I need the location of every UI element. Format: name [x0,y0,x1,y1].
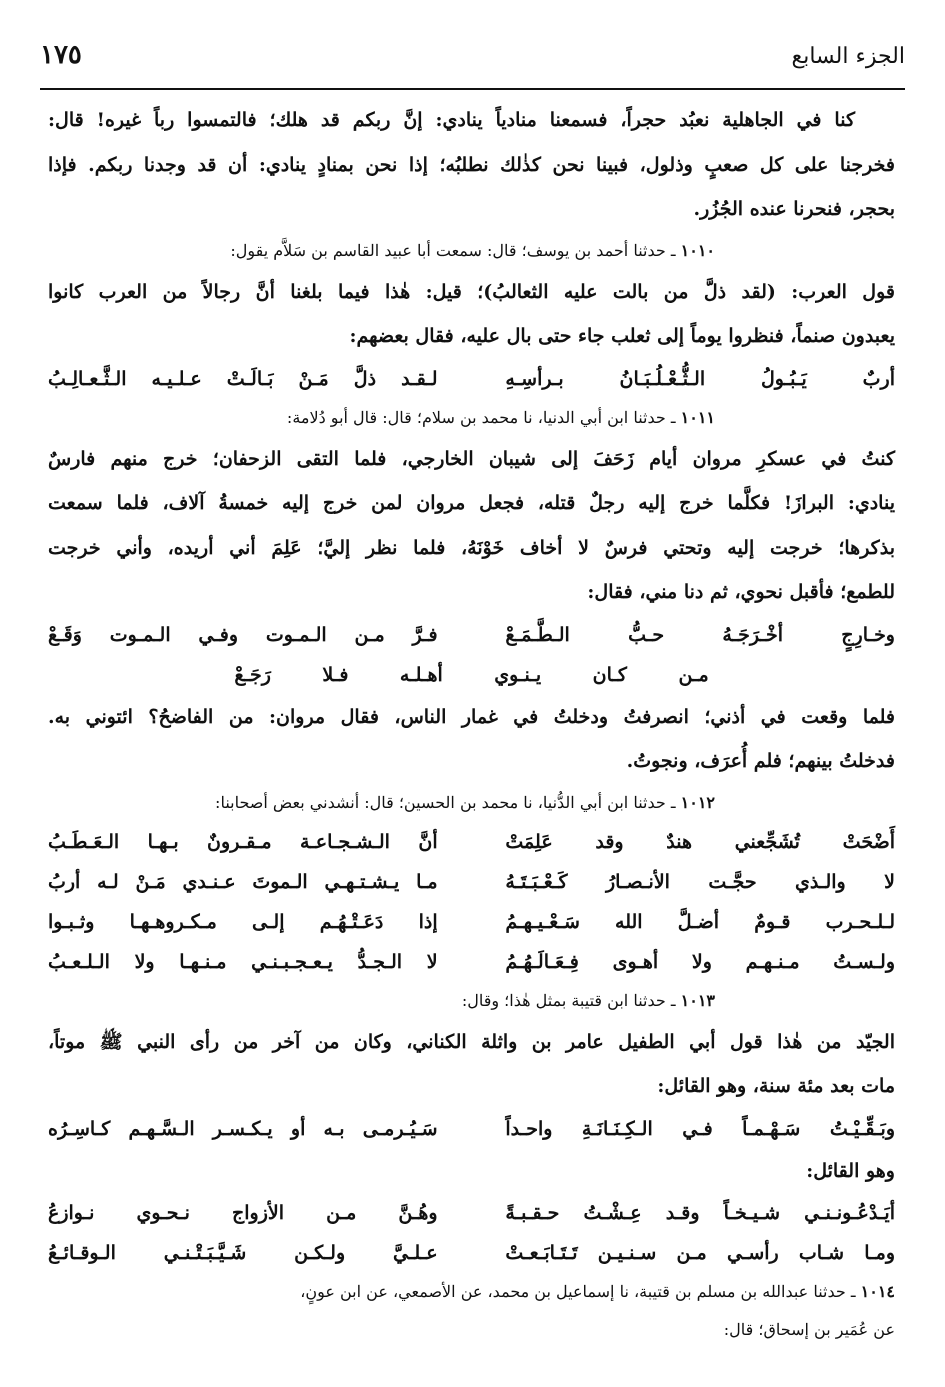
entry-number: ١٠١٣ [680,990,715,1010]
chain-continuation: عن عُمَير بن إسحاق؛ قال: [723,1320,895,1339]
hemistich-right: لا والـذي حجَّـت الأنـصـارُ كَـعْـبَـتَـهُ [505,870,895,893]
hemistich-right: وخـارِجٍ أخْـرَجَـهُ حـبُّ الـطَّـمَـعْ [505,623,895,646]
poem-verse [48,615,895,655]
poem-verse [48,822,895,862]
hemistich-right: أربٌ يَـبُـولُ الـثُّـعْـلُـبَـانُ بـرأسِـهِ [505,367,895,390]
paragraph [48,270,895,359]
text-line: بحجر، فنحرنا عنده الجُزُر. [693,198,895,220]
hemistich-left: أنَّ الـشـجـاعـة مـقـرونٌ بـهـا الـعَـطَـبُ [48,830,438,853]
text-line: ينادي: البرازَ! فكلَّما خرج إليه رجلٌ قتله، فجعل مروان لمن خرج إليه خمسةُ آلاف، فلما سمعت [48,492,895,514]
header-rule [40,88,905,90]
entry-number: ١٠١٢ [680,792,715,812]
page-header [40,38,905,78]
entry-number: ١٠١١ [680,407,715,427]
text-line: للطمع؛ فأقبل نحوي، ثم دنا مني، فقال: [587,581,895,603]
chain-text: ـ حدثنا أحمد بن يوسف؛ قال: سمعت أبا عبيد القاسم بن سَلاَّم يقول: [230,240,681,260]
text-line: كنا في الجاهلية نعبُد حجراً، فسمعنا منادياً ينادي: إنَّ ربكم قد هلك؛ فالتمسوا رباً غيره! قال: [48,109,855,131]
text-line: فلما وقعت في أذني؛ انصرفتُ ودخلتُ في غمار الناس، فقال مروان: من الفاضحُ؟ ائتوني به. [48,705,895,728]
chain-text: ـ حدثنا ابن أبي الدنيا، نا محمد بن سلام؛ قال: قال أبو دُلامة: [286,407,681,427]
chain-text: ـ حدثنا ابن قتيبة بمثل هٰذا؛ وقال: [461,990,681,1010]
text-line: فدخلتُ بينهم؛ فلم أُعرَف، ونجوتُ. [626,750,895,772]
hemistich-left: إذا دَعَـتْـهُـم إلـى مـكـروهـهـا وثـبـوا [48,910,438,933]
paragraph [48,695,895,784]
hadith-chain [48,784,895,822]
hemistich-left: عـلـيَّ ولـكـن شَـيَّـبَـتْـنـي الـوقـائـعُ [48,1242,438,1264]
poem-verse [48,1193,895,1233]
hadith-chain [48,1273,895,1311]
poem-verse [48,942,895,982]
text-line: وهو القائل: [806,1159,895,1182]
text-line: الجيّد من هٰذا قول أبي الطفيل عامر بن واثلة الكناني، وكان من آخر من رأى النبي ﷺ موتاً، [48,1030,895,1053]
hemistich-left: لا الـجـدُّ يـعـجـبـنـي مـنـهـا ولا الـلـعـبُ [48,950,438,973]
hemistich-right: ومـا شـاب رأسـي مـن سـنـيـن تَـتَـابَـعـتْ [505,1242,895,1264]
paragraph [48,1020,895,1109]
poem-verse [48,1233,895,1273]
poem-verse [48,1109,895,1149]
poem-verse-single [48,655,895,695]
text-line: كنتُ في عسكرِ مروان أيام زَحَفَ إلى شيبان الخارجي، فلما التقى الزحفان؛ خرج منهم فارسٌ [48,447,895,470]
paragraph [48,98,895,232]
hadith-chain [48,232,895,270]
text-line: بذكرها؛ خرجت إليه وتحتي فرسٌ لا أخاف خَوْنَهُ، فلما نظر إليَّ؛ عَلِمَ أني أريده، وأني خرجت [48,536,895,559]
text-line: مات بعد مئة سنة، وهو القائل: [657,1075,895,1097]
entry-number: ١٠١٠ [680,240,715,260]
page-body [48,98,895,1349]
entry-number: ١٠١٤ [860,1282,895,1301]
hadith-chain [48,982,895,1020]
running-title: الجزء السابع [791,44,905,69]
hemistich-center: مـن كـان يـنـوي أهـلـه فـلا رَجَـعْ [234,663,709,686]
poem-verse [48,359,895,399]
hemistich-right: أَضْحَتْ تُشَجِّعني هندٌ وقد عَلِمَتْ [505,830,895,853]
paragraph [48,437,895,615]
hemistich-left: وهُـنَّ مـن الأزواج نـحـوي نـوازعُ [48,1202,438,1224]
page-number: ١٧٥ [40,40,82,70]
text-line: فخرجنا على كل صعبٍ وذلول، فبينا نحن كذٰلك نطلبُه؛ إذا نحن بمنادٍ ينادي: أن قد وجدنا ربكم. فإذا [48,153,895,176]
text-line: يعبدون صنماً، فنظروا يوماً إلى ثعلب جاء حتى بال عليه، فقال بعضهم: [349,325,895,347]
text-line: قول العرب: (لقد ذلَّ من بالت عليه الثعالبُ)؛ قيل: هٰذا فيما بلغنا أنَّ رجالاً من العرب كانوا [48,280,895,303]
paragraph [48,1149,895,1194]
poem-verse [48,862,895,902]
hemistich-right: وبَـقِّـيْـتُ سَـهْـمـاً فـي الـكِـنَـانَـةِ واحـداً [505,1117,895,1140]
hemistich-right: لـلـحـرب قـومٌ أضـلَّ الله سَـعْـيـهـمُ [505,910,895,933]
hemistich-right: أيَـدْعُـونـنـي شـيـخـاً وقـد عِـشْـتُ حـقـبـةً [505,1202,895,1224]
hemistich-right: ولـسـتُ مـنـهـم ولا أهـوى فِـعَـالَـهُـمُ [505,950,895,973]
hemistich-left: لـقـد ذلَّ مَـنْ بَـالَـتْ عـلـيـه الـثَّـعـالِـبُ [48,367,438,390]
hemistich-left: فـرَّ مـن الـمـوت وفـي الـمـوت وَقَـعْ [48,623,438,646]
chain-text: ـ حدثنا ابن أبي الدُّنيا، نا محمد بن الحسين؛ قال: أنشدني بعض أصحابنا: [215,792,681,812]
poem-verse [48,902,895,942]
chain-text: ـ حدثنا عبدالله بن مسلم بن قتيبة، نا إسماعيل بن محمد، عن الأصمعي، عن ابن عونٍ، [300,1282,861,1301]
hemistich-left: سَـيُـرمـى بـه أو يـكـسـر الـسَّـهـم كـاسِـرُه [48,1117,438,1140]
hemistich-left: مـا يـشـتـهـي الـموتَ عـنـدي مَـنْ لـه أربُ [48,870,438,893]
hadith-chain [48,399,895,437]
